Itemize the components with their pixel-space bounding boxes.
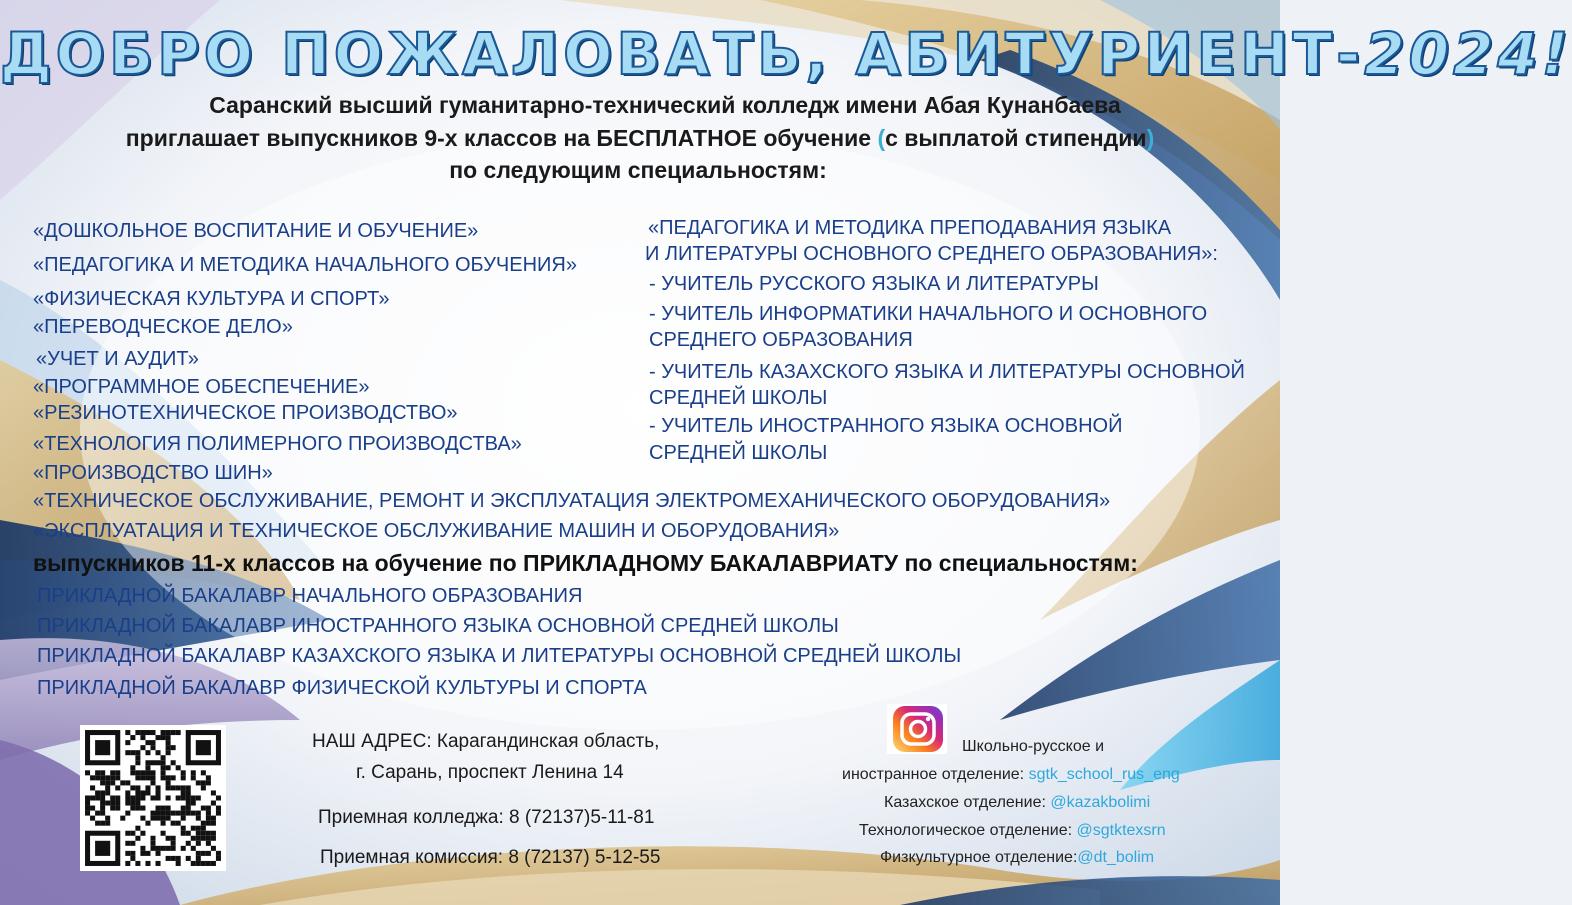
- invite-prefix: приглашает выпускников 9-х классов на: [125, 125, 597, 151]
- specialty-item: «ТЕХНОЛОГИЯ ПОЛИМЕРНОГО ПРОИЗВОДСТВА»: [33, 433, 522, 455]
- invite-line: [0, 125, 1280, 152]
- kaz-handle[interactable]: @kazakbolimi: [1050, 794, 1151, 811]
- specialty-item: «ПРОИЗВОДСТВО ШИН»: [33, 462, 273, 484]
- rus-eng-department: [842, 766, 1180, 784]
- specialty-item: «ДОШКОЛЬНОЕ ВОСПИТАНИЕ И ОБУЧЕНИЕ»: [33, 220, 479, 242]
- bachelor-mid: классов на обучение по: [235, 550, 524, 576]
- paren-close: ): [1146, 125, 1155, 151]
- bachelor-item: ПРИКЛАДНОЙ БАКАЛАВР КАЗАХСКОГО ЯЗЫКА И ЛИТЕРАТУРЫ ОСНОВНОЙ СРЕДНЕЙ ШКОЛЫ: [37, 645, 962, 667]
- specialty-item: «ФИЗИЧЕСКАЯ КУЛЬТУРА И СПОРТ»: [33, 288, 390, 310]
- invite-mid: обучение: [756, 125, 878, 151]
- kaz-label: Казахское отделение:: [884, 794, 1051, 811]
- bachelor-grade: 11-х: [191, 550, 236, 576]
- qr-code-icon: [80, 725, 226, 871]
- sport-label: Физкультурное отделение:: [880, 849, 1078, 866]
- specialty-item: «УЧЕТ И АУДИТ»: [36, 348, 199, 370]
- specialty-item: - УЧИТЕЛЬ ИНОСТРАННОГО ЯЗЫКА ОСНОВНОЙ: [649, 415, 1123, 437]
- stipend-label: с выплатой стипендии: [885, 125, 1147, 151]
- sport-department: [880, 849, 1154, 867]
- college-name: Саранский высший гуманитарно-технический колледж имени Абая Кунанбаева: [209, 92, 1121, 118]
- qr-code[interactable]: [80, 725, 226, 871]
- bachelor-suffix: по специальностям:: [898, 550, 1138, 576]
- specialty-item: - УЧИТЕЛЬ РУССКОГО ЯЗЫКА И ЛИТЕРАТУРЫ: [649, 273, 1099, 295]
- specialty-item: СРЕДНЕЙ ШКОЛЫ: [649, 442, 828, 464]
- instagram-icon[interactable]: [887, 704, 947, 754]
- specialty-item: «РЕЗИНОТЕХНИЧЕСКОЕ ПРОИЗВОДСТВО»: [33, 402, 458, 424]
- bachelor-heading: [33, 550, 1138, 577]
- bachelor-prefix: выпускников: [33, 550, 192, 576]
- bachelor-item: ПРИКЛАДНОЙ БАКАЛАВР ИНОСТРАННОГО ЯЗЫКА ОСНОВНОЙ СРЕДНЕЙ ШКОЛЫ: [37, 615, 839, 637]
- specialty-item-wide: «ЭКСПЛУАТАЦИЯ И ТЕХНИЧЕСКОЕ ОБСЛУЖИВАНИЕ МАШИН И ОБОРУДОВАНИЯ»: [33, 520, 840, 542]
- rus-eng-label-2: иностранное отделение:: [842, 766, 1029, 783]
- bachelor-applied: ПРИКЛАДНОМУ БАКАЛАВРИАТУ: [523, 550, 899, 576]
- specialty-item: - УЧИТЕЛЬ КАЗАХСКОГО ЯЗЫКА И ЛИТЕРАТУРЫ ОСНОВНОЙ: [649, 361, 1245, 383]
- bachelor-item: ПРИКЛАДНОЙ БАКАЛАВР ФИЗИЧЕСКОЙ КУЛЬТУРЫ И СПОРТА: [37, 677, 647, 699]
- page-title: [0, 20, 1572, 88]
- specialty-item: «ПРОГРАММНОЕ ОБЕСПЕЧЕНИЕ»: [33, 376, 370, 398]
- specialty-item: СРЕДНЕЙ ШКОЛЫ: [649, 387, 828, 409]
- specialty-item: - УЧИТЕЛЬ ИНФОРМАТИКИ НАЧАЛЬНОГО И ОСНОВНОГО: [649, 303, 1208, 325]
- specialty-item: СРЕДНЕГО ОБРАЗОВАНИЯ: [649, 329, 913, 351]
- address-line-2: г. Сарань, проспект Ленина 14: [356, 762, 624, 783]
- specialty-item-wide: «ТЕХНИЧЕСКОЕ ОБСЛУЖИВАНИЕ, РЕМОНТ И ЭКСПЛУАТАЦИЯ ЭЛЕКТРОМЕХАНИЧЕСКОГО ОБОРУДОВАНИЯ»: [33, 490, 1111, 512]
- bachelor-item: ПРИКЛАДНОЙ БАКАЛАВР НАЧАЛЬНОГО ОБРАЗОВАНИЯ: [37, 585, 583, 607]
- address-line-1: НАШ АДРЕС: Карагандинская область,: [312, 731, 660, 752]
- tech-department: [859, 822, 1166, 840]
- college-phone[interactable]: Приемная колледжа: 8 (72137)5-11-81: [318, 807, 655, 828]
- specialty-item: И ЛИТЕРАТУРЫ ОСНОВНОГО СРЕДНЕГО ОБРАЗОВАНИЯ»:: [645, 243, 1218, 265]
- specialty-item: «ПЕРЕВОДЧЕСКОЕ ДЕЛО»: [33, 316, 293, 338]
- kaz-department: [884, 794, 1150, 812]
- tech-label: Технологическое отделение:: [859, 822, 1077, 839]
- rus-eng-handle[interactable]: sgtk_school_rus_eng: [1028, 766, 1180, 783]
- commission-phone[interactable]: Приемная комиссия: 8 (72137) 5-12-55: [320, 847, 661, 868]
- specialty-item: «ПЕДАГОГИКА И МЕТОДИКА НАЧАЛЬНОГО ОБУЧЕНИЯ»: [33, 254, 577, 276]
- paren-open: (: [877, 125, 886, 151]
- free-label: БЕСПЛАТНОЕ: [596, 125, 757, 151]
- title-year: 2024!: [1364, 20, 1572, 88]
- rus-eng-label-1: Школьно-русское и: [962, 738, 1105, 755]
- title-main: ДОБРО ПОЖАЛОВАТЬ, АБИТУРИЕНТ-: [0, 20, 1365, 88]
- sport-handle[interactable]: @dt_bolim: [1077, 849, 1155, 866]
- specialty-item: «ПЕДАГОГИКА И МЕТОДИКА ПРЕПОДАВАНИЯ ЯЗЫКА: [648, 217, 1172, 239]
- tech-handle[interactable]: @sgtktexsrn: [1076, 822, 1166, 839]
- specialties-heading: по следующим специальностям:: [449, 157, 827, 183]
